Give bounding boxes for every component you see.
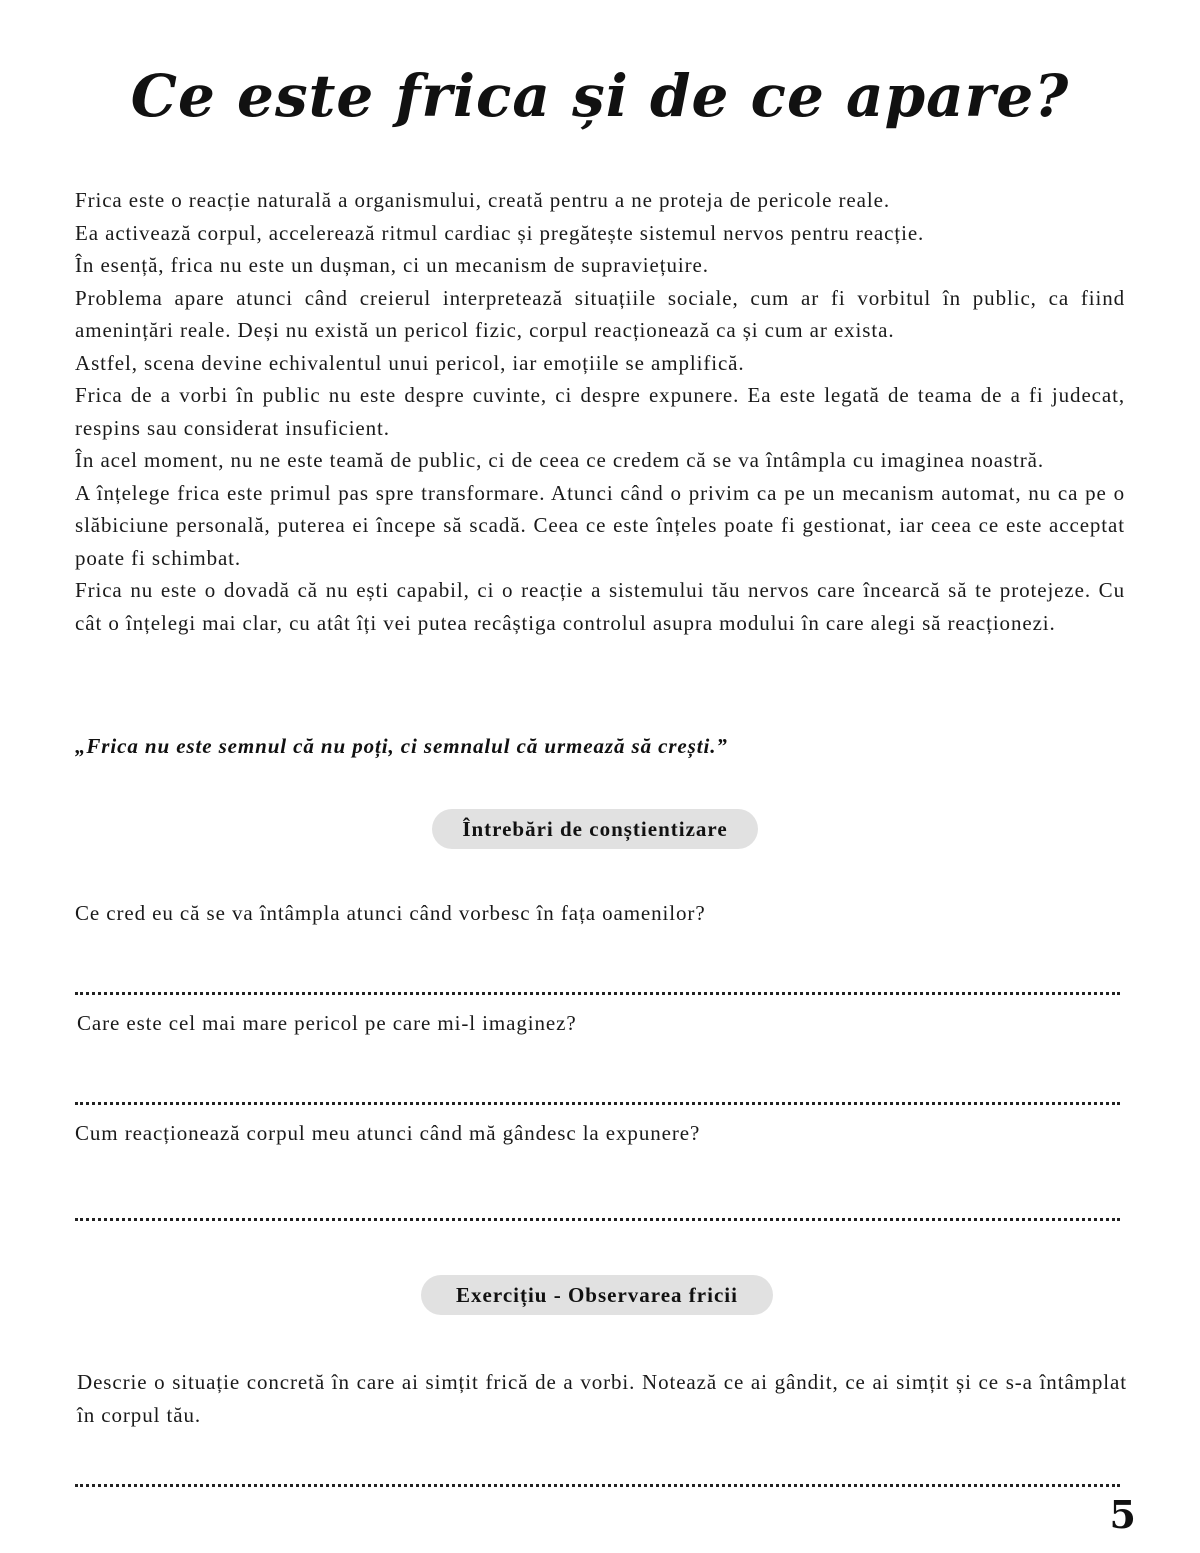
intro-paragraph: Frica este o reacție naturală a organismului, creată pentru a ne proteja de pericole reale. [75,188,890,212]
intro-paragraph: A înțelege frica este primul pas spre transformare. Atunci când o privim ca pe un mecanism automat, nu ca pe o slăbiciune personală, puterea ei începe să scadă. Ceea ce este înțeles poate fi gestionat, iar ceea ce este acceptat poate fi schimbat. [75,480,1125,570]
page-number: 5 [1109,1492,1136,1537]
awareness-question-1: Ce cred eu că se va întâmpla atunci când vorbesc în fața oamenilor? [75,901,706,925]
intro-paragraph: În esență, frica nu este un dușman, ci un mecanism de supraviețuire. [75,253,709,277]
intro-paragraph: Problema apare atunci când creierul interpretează situațiile sociale, cum ar fi vorbitul în public, ca fiind amenințări reale. Deși nu există un pericol fizic, corpul reacționează ca și cum ar exista. [75,285,1125,342]
awareness-question-3: Cum reacționează corpul meu atunci când mă gândesc la expunere? [75,1121,701,1145]
page-title: Ce este frica și de ce apare? [130,62,1070,130]
intro-paragraph: Ea activează corpul, accelerează ritmul cardiac și pregătește sistemul nervos pentru reacție. [75,220,925,245]
awareness-heading: Întrebări de conștientizare [432,809,758,849]
intro-text [75,184,1125,639]
intro-paragraph: Frica nu este o dovadă că nu ești capabil, ci o reacție a sistemului tău nervos care încearcă să te protejeze. Cu cât o înțelegi mai clar, cu atât îți vei putea recâștiga controlul asupra modului în care alegi să reacționezi. [75,578,1125,635]
exercise-prompt: Descrie o situație concretă în care ai simțit frică de a vorbi. Notează ce ai gândit, ce ai simțit și ce s-a întâmplat în corpul tău. [77,1370,1127,1427]
answer-line-1[interactable] [75,992,1120,995]
intro-paragraph: Frica de a vorbi în public nu este despre cuvinte, ci despre expunere. Ea este legată de teama de a fi judecat, respins sau considerat insuficient. [75,383,1125,440]
awareness-question-2: Care este cel mai mare pericol pe care mi-l imaginez? [77,1011,577,1035]
intro-paragraph: Astfel, scena devine echivalentul unui pericol, iar emoțiile se amplifică. [75,350,745,375]
answer-line-3[interactable] [75,1218,1120,1221]
answer-line-2[interactable] [75,1102,1120,1105]
exercise-heading: Exercițiu - Observarea fricii [421,1275,773,1315]
exercise-answer-line[interactable] [75,1484,1120,1487]
quote: „Frica nu este semnul că nu poți, ci semnalul că urmează să crești.” [75,734,728,758]
intro-paragraph: În acel moment, nu ne este teamă de public, ci de ceea ce credem că se va întâmpla cu imaginea noastră. [75,448,1045,472]
